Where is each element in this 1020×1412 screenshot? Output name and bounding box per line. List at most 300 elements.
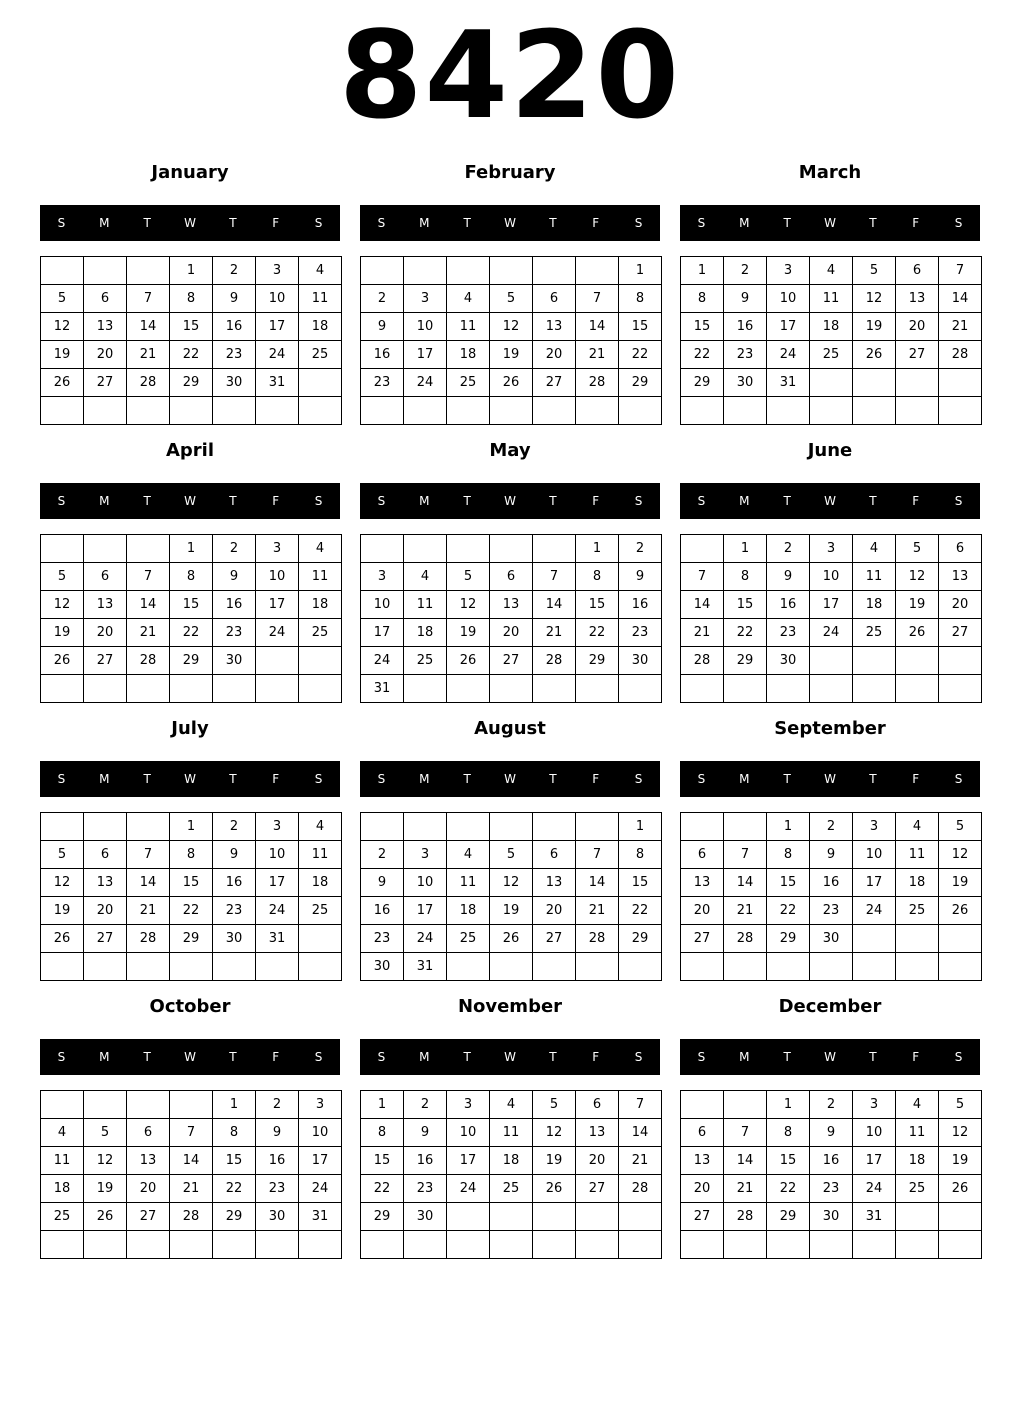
day-cell: 12 [84,1147,127,1175]
day-cell: 14 [724,869,767,897]
day-cell: 13 [84,869,127,897]
week-row [41,869,342,897]
weekday-label: S [57,216,66,230]
week-row [361,1147,662,1175]
day-cell: 22 [361,1175,404,1203]
day-cell [681,813,724,841]
weekday-label: T [463,1050,471,1064]
week-row [41,285,342,313]
weekday-header [680,205,980,241]
day-cell: 17 [299,1147,342,1175]
day-cell [84,675,127,703]
weekday-label: W [504,1050,516,1064]
weekday-label: S [314,216,323,230]
day-cell: 26 [41,369,84,397]
week-row [361,925,662,953]
day-cell: 27 [533,925,576,953]
day-cell: 18 [299,313,342,341]
month-name: July [171,718,209,739]
day-cell [724,1091,767,1119]
day-cell: 29 [681,369,724,397]
day-cell: 7 [576,841,619,869]
day-cell [853,647,896,675]
day-cell [533,397,576,425]
day-cell: 6 [84,285,127,313]
weekday-label: T [869,1050,877,1064]
day-cell: 19 [939,869,982,897]
day-cell: 8 [619,285,662,313]
day-cell: 4 [896,1091,939,1119]
day-cell: 28 [533,647,576,675]
day-cell: 17 [447,1147,490,1175]
day-cell: 10 [853,1119,896,1147]
day-cell: 11 [299,285,342,313]
weekday-label: M [99,216,110,230]
day-cell [170,1231,213,1259]
day-cell: 16 [361,341,404,369]
day-cell [533,1231,576,1259]
day-cell: 27 [84,925,127,953]
day-cell: 12 [41,591,84,619]
day-cell: 11 [299,841,342,869]
day-cell: 30 [361,953,404,981]
day-cell: 14 [576,869,619,897]
month-name: September [774,718,886,739]
weekday-label: W [504,494,516,508]
week-row [361,313,662,341]
day-cell [939,1231,982,1259]
day-cell: 6 [939,535,982,563]
day-cell: 22 [619,897,662,925]
week-row [361,1203,662,1231]
day-cell [533,257,576,285]
weekday-label: M [739,1050,750,1064]
month-july [40,718,340,988]
weekday-label: M [739,772,750,786]
weekday-header [360,483,660,519]
week-row [361,813,662,841]
day-cell: 1 [170,257,213,285]
weekday-label: T [143,216,151,230]
day-cell [853,397,896,425]
day-cell: 9 [810,1119,853,1147]
day-cell: 21 [939,313,982,341]
day-cell: 28 [127,369,170,397]
weekday-label: S [954,772,963,786]
day-cell: 7 [127,285,170,313]
day-cell: 25 [41,1203,84,1231]
day-cell [681,675,724,703]
day-cell: 12 [896,563,939,591]
day-cell [84,1231,127,1259]
day-cell: 9 [810,841,853,869]
day-cell [490,1203,533,1231]
day-cell: 13 [533,313,576,341]
week-row [41,369,342,397]
day-cell: 13 [84,313,127,341]
day-cell [361,813,404,841]
day-cell: 27 [576,1175,619,1203]
day-cell [299,675,342,703]
day-cell: 25 [896,1175,939,1203]
day-cell: 7 [619,1091,662,1119]
day-cell: 20 [84,341,127,369]
day-cell: 11 [299,563,342,591]
week-row [681,369,982,397]
weekday-label: S [697,1050,706,1064]
week-row [681,1147,982,1175]
month-name: August [474,718,546,739]
day-cell: 16 [810,1147,853,1175]
week-row [681,397,982,425]
day-cell [404,813,447,841]
day-cell: 25 [404,647,447,675]
weekday-label: W [184,772,196,786]
weekday-label: S [697,216,706,230]
day-cell [724,675,767,703]
day-cell: 7 [170,1119,213,1147]
day-cell [896,675,939,703]
day-cell [767,1231,810,1259]
day-cell: 3 [256,535,299,563]
day-cell: 16 [256,1147,299,1175]
day-cell: 21 [170,1175,213,1203]
week-row [681,925,982,953]
day-cell: 30 [256,1203,299,1231]
day-cell: 5 [447,563,490,591]
day-cell: 17 [256,313,299,341]
day-cell: 14 [170,1147,213,1175]
day-cell: 24 [256,341,299,369]
day-cell [490,397,533,425]
day-cell: 28 [939,341,982,369]
day-cell [681,1091,724,1119]
week-row [361,563,662,591]
day-cell: 20 [490,619,533,647]
day-cell: 21 [127,619,170,647]
month-name: June [807,440,853,461]
day-cell: 25 [299,341,342,369]
day-cell: 4 [41,1119,84,1147]
week-row [681,591,982,619]
day-cell [447,813,490,841]
day-cell: 30 [619,647,662,675]
day-cell: 3 [853,813,896,841]
day-cell [447,1203,490,1231]
day-cell: 7 [127,563,170,591]
day-cell: 11 [490,1119,533,1147]
month-august [360,718,660,988]
day-cell [810,397,853,425]
day-cell: 24 [853,897,896,925]
week-row [681,341,982,369]
day-cell: 1 [170,813,213,841]
day-cell: 10 [404,869,447,897]
weekday-label: M [419,772,430,786]
day-cell [896,1203,939,1231]
weekday-label: T [783,772,791,786]
day-cell: 7 [681,563,724,591]
week-row [41,675,342,703]
day-cell: 28 [170,1203,213,1231]
week-row [681,897,982,925]
month-january [40,162,340,432]
day-cell: 16 [810,869,853,897]
week-row [681,1231,982,1259]
day-cell: 12 [41,869,84,897]
week-row [681,535,982,563]
day-cell: 24 [447,1175,490,1203]
weekday-label: W [824,1050,836,1064]
day-cell: 15 [170,869,213,897]
day-cell: 31 [767,369,810,397]
day-cell: 25 [299,619,342,647]
weekday-header [40,1039,340,1075]
day-cell: 28 [681,647,724,675]
day-cell: 1 [619,813,662,841]
day-cell: 22 [767,897,810,925]
day-cell: 29 [619,369,662,397]
day-cell: 10 [404,313,447,341]
day-cell: 26 [447,647,490,675]
day-cell [404,1231,447,1259]
weekday-label: W [504,216,516,230]
day-cell [447,953,490,981]
day-cell [447,535,490,563]
day-cell: 5 [939,813,982,841]
day-grid [360,256,662,425]
weekday-label: S [57,772,66,786]
day-cell: 21 [533,619,576,647]
day-cell: 3 [404,841,447,869]
month-name: November [457,996,563,1017]
weekday-label: F [912,1050,920,1064]
day-cell: 16 [724,313,767,341]
day-cell: 26 [939,1175,982,1203]
weekday-label: F [912,772,920,786]
day-cell [896,647,939,675]
weekday-label: T [783,216,791,230]
day-cell: 2 [361,841,404,869]
day-cell: 12 [490,313,533,341]
day-cell: 11 [41,1147,84,1175]
day-cell: 8 [681,285,724,313]
day-cell [576,813,619,841]
day-cell: 16 [213,591,256,619]
day-cell: 8 [576,563,619,591]
week-row [681,1091,982,1119]
day-cell: 7 [533,563,576,591]
day-grid [40,812,342,981]
day-cell: 28 [619,1175,662,1203]
day-cell: 11 [853,563,896,591]
day-cell: 27 [490,647,533,675]
weekday-label: T [143,1050,151,1064]
week-row [361,257,662,285]
day-cell: 24 [853,1175,896,1203]
day-cell: 28 [127,647,170,675]
day-cell: 5 [41,285,84,313]
day-cell: 25 [490,1175,533,1203]
day-cell [533,1203,576,1231]
day-cell: 16 [361,897,404,925]
day-cell [619,675,662,703]
day-cell [767,953,810,981]
weekday-label: F [912,494,920,508]
week-row [681,841,982,869]
weekday-label: T [783,494,791,508]
day-cell: 3 [256,257,299,285]
day-cell: 15 [576,591,619,619]
day-cell: 17 [256,869,299,897]
week-row [681,813,982,841]
day-cell [447,675,490,703]
day-cell: 24 [299,1175,342,1203]
day-cell: 21 [681,619,724,647]
day-cell: 29 [170,647,213,675]
day-cell [939,953,982,981]
day-cell: 18 [810,313,853,341]
weekday-label: T [143,772,151,786]
day-cell: 23 [213,341,256,369]
day-cell: 22 [170,897,213,925]
weekday-label: W [184,1050,196,1064]
day-cell [939,925,982,953]
day-cell: 27 [127,1203,170,1231]
day-cell [361,257,404,285]
weekday-label: T [229,216,237,230]
week-row [361,953,662,981]
day-cell: 20 [576,1147,619,1175]
day-cell [896,925,939,953]
weekday-header [40,205,340,241]
day-cell: 9 [767,563,810,591]
month-name: April [165,440,215,461]
weekday-label: W [184,494,196,508]
day-cell: 8 [213,1119,256,1147]
day-cell [299,369,342,397]
day-cell [127,257,170,285]
week-row [361,869,662,897]
weekday-label: T [549,1050,557,1064]
week-row [681,953,982,981]
day-cell: 22 [576,619,619,647]
day-cell: 25 [447,369,490,397]
day-cell: 16 [213,313,256,341]
day-cell: 26 [853,341,896,369]
day-cell [170,953,213,981]
day-cell: 13 [896,285,939,313]
day-cell [84,1091,127,1119]
weekday-label: S [634,1050,643,1064]
day-cell: 26 [896,619,939,647]
week-row [41,1091,342,1119]
week-row [361,897,662,925]
day-cell: 23 [767,619,810,647]
month-name: May [489,440,531,461]
day-cell: 8 [619,841,662,869]
day-cell: 6 [533,285,576,313]
day-cell: 15 [619,313,662,341]
day-cell: 26 [939,897,982,925]
day-cell: 1 [619,257,662,285]
day-cell [724,813,767,841]
day-cell: 12 [447,591,490,619]
day-cell [256,1231,299,1259]
week-row [361,619,662,647]
month-february [360,162,660,432]
day-cell: 24 [404,925,447,953]
week-row [361,1175,662,1203]
day-cell: 2 [767,535,810,563]
day-cell: 15 [767,1147,810,1175]
year-title: 8420 [339,7,681,146]
day-cell: 25 [299,897,342,925]
day-cell: 13 [576,1119,619,1147]
day-cell: 16 [619,591,662,619]
week-row [41,841,342,869]
day-cell: 13 [533,869,576,897]
month-name: March [798,162,862,183]
day-cell: 5 [41,563,84,591]
day-cell: 22 [724,619,767,647]
week-row [41,953,342,981]
weekday-header [40,483,340,519]
day-cell [41,813,84,841]
day-cell: 13 [681,869,724,897]
month-june [680,440,980,710]
day-cell: 17 [404,341,447,369]
day-grid [680,534,982,703]
day-cell: 19 [490,897,533,925]
day-cell: 19 [533,1147,576,1175]
day-cell: 2 [213,257,256,285]
week-row [41,1231,342,1259]
day-cell: 12 [41,313,84,341]
weekday-label: S [954,216,963,230]
day-cell [767,397,810,425]
day-cell: 26 [41,647,84,675]
day-cell [84,813,127,841]
week-row [681,563,982,591]
day-cell: 19 [41,619,84,647]
day-cell: 17 [404,897,447,925]
weekday-label: M [99,494,110,508]
weekday-label: S [634,494,643,508]
day-cell: 30 [767,647,810,675]
day-cell [810,675,853,703]
day-cell [681,953,724,981]
weekday-label: F [592,772,600,786]
day-cell [490,953,533,981]
weekday-label: T [549,772,557,786]
day-cell: 26 [490,925,533,953]
day-cell [256,397,299,425]
day-cell: 25 [853,619,896,647]
week-row [41,1175,342,1203]
weekday-header [360,205,660,241]
day-cell: 27 [681,1203,724,1231]
day-cell [299,925,342,953]
month-december [680,996,980,1266]
day-cell: 24 [256,897,299,925]
day-cell: 29 [767,925,810,953]
week-row [41,1147,342,1175]
day-grid [40,1090,342,1259]
day-cell: 15 [619,869,662,897]
day-cell: 19 [84,1175,127,1203]
month-name: December [778,996,882,1017]
